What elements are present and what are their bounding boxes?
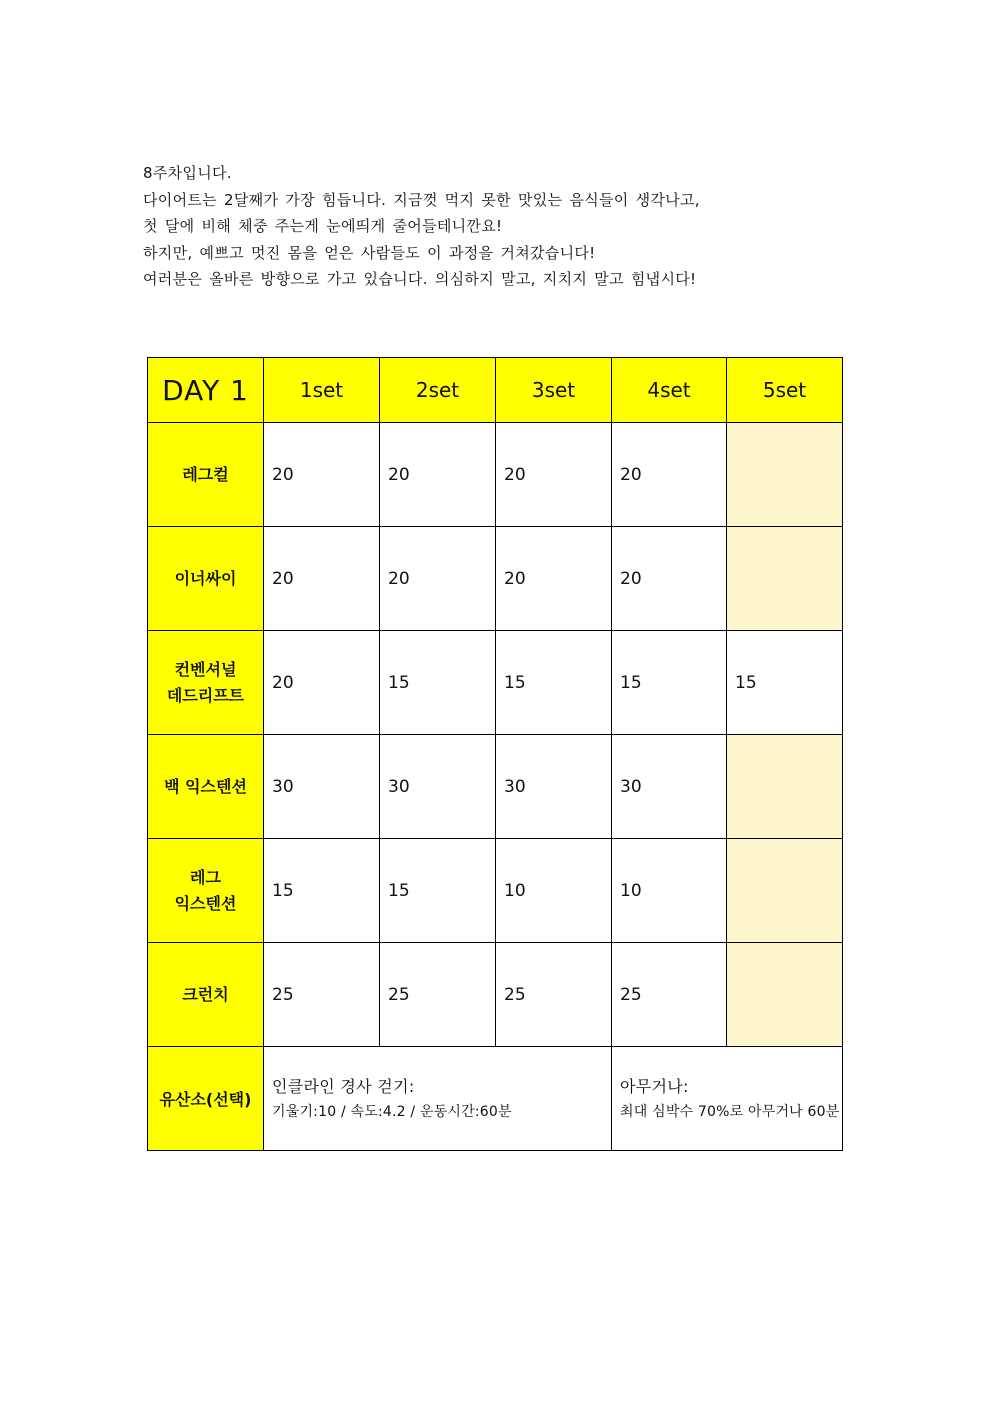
rep-cell: 10 — [496, 839, 612, 943]
cardio-label: 유산소(선택) — [148, 1047, 264, 1151]
exercise-name-line: 레그 — [190, 867, 221, 887]
rep-cell: 15 — [496, 631, 612, 735]
rep-cell: 30 — [612, 735, 727, 839]
exercise-name-line: 익스텐션 — [174, 893, 237, 913]
set-header: 3set — [496, 358, 612, 423]
workout-table-body — [148, 358, 843, 1151]
rep-cell: 20 — [496, 423, 612, 527]
exercise-row — [148, 527, 843, 631]
option-description: 기울기:10 / 속도:4.2 / 운동시간:60분 — [272, 1103, 512, 1120]
intro-line: 8주차입니다. — [143, 164, 232, 182]
exercise-name-line: 컨벤셔널 — [174, 659, 237, 679]
rep-cell: 15 — [264, 839, 380, 943]
rep-cell: 25 — [496, 943, 612, 1047]
rep-cell: 20 — [380, 527, 496, 631]
day-label: DAY 1 — [148, 358, 264, 423]
intro-line: 첫 달에 비해 체중 주는게 눈에띄게 줄어들테니깐요! — [143, 217, 503, 235]
rep-cell: 25 — [380, 943, 496, 1047]
rep-cell — [727, 423, 843, 527]
option-title: 인클라인 경사 걷기: — [272, 1076, 415, 1096]
intro-line: 다이어트는 2달째가 가장 힘듭니다. 지금껏 먹지 못한 맛있는 음식들이 생각나고, — [143, 190, 700, 209]
rep-cell: 30 — [496, 735, 612, 839]
rep-cell: 25 — [264, 943, 380, 1047]
set-header: 4set — [612, 358, 727, 423]
set-header: 1set — [264, 358, 380, 423]
rep-cell: 20 — [264, 631, 380, 735]
exercise-row — [148, 631, 843, 735]
set-header: 5set — [727, 358, 843, 423]
rep-cell: 30 — [380, 735, 496, 839]
exercise-name-line: 이너싸이 — [174, 568, 237, 588]
rep-cell: 25 — [612, 943, 727, 1047]
exercise-row — [148, 943, 843, 1047]
rep-cell: 20 — [264, 527, 380, 631]
rep-cell — [727, 943, 843, 1047]
rep-cell — [727, 735, 843, 839]
exercise-name-line: 크런치 — [182, 984, 229, 1004]
rep-cell — [727, 839, 843, 943]
cardio-option-incline-walk — [264, 1047, 612, 1151]
exercise-row — [148, 423, 843, 527]
rep-cell: 20 — [612, 527, 727, 631]
exercise-row — [148, 735, 843, 839]
cardio-option-anything — [612, 1047, 843, 1151]
intro-line: 하지만, 예쁘고 멋진 몸을 얻은 사람들도 이 과정을 거쳐갔습니다! — [143, 243, 596, 262]
intro-text — [143, 160, 843, 293]
exercise-name — [148, 839, 264, 943]
option-title: 아무거나: — [620, 1076, 689, 1096]
exercise-name — [148, 735, 264, 839]
exercise-row — [148, 839, 843, 943]
exercise-name-line: 백 익스텐션 — [164, 776, 247, 796]
rep-cell: 15 — [380, 839, 496, 943]
exercise-name — [148, 527, 264, 631]
rep-cell: 20 — [612, 423, 727, 527]
header-row — [148, 358, 843, 423]
rep-cell: 20 — [496, 527, 612, 631]
rep-cell: 20 — [380, 423, 496, 527]
exercise-name — [148, 423, 264, 527]
exercise-name-line: 데드리프트 — [166, 685, 245, 705]
rep-cell: 30 — [264, 735, 380, 839]
intro-line: 여러분은 올바른 방향으로 가고 있습니다. 의심하지 말고, 지치지 말고 힘냅시다! — [143, 270, 697, 288]
cardio-row — [148, 1047, 843, 1151]
rep-cell: 20 — [264, 423, 380, 527]
rep-cell: 10 — [612, 839, 727, 943]
rep-cell: 15 — [612, 631, 727, 735]
rep-cell: 15 — [380, 631, 496, 735]
exercise-name-line: 레그컬 — [182, 464, 229, 484]
exercise-name — [148, 631, 264, 735]
exercise-name — [148, 943, 264, 1047]
workout-table — [147, 357, 843, 1151]
option-description: 최대 심박수 70%로 아무거나 60분 — [620, 1103, 840, 1120]
rep-cell: 15 — [727, 631, 843, 735]
rep-cell — [727, 527, 843, 631]
set-header: 2set — [380, 358, 496, 423]
